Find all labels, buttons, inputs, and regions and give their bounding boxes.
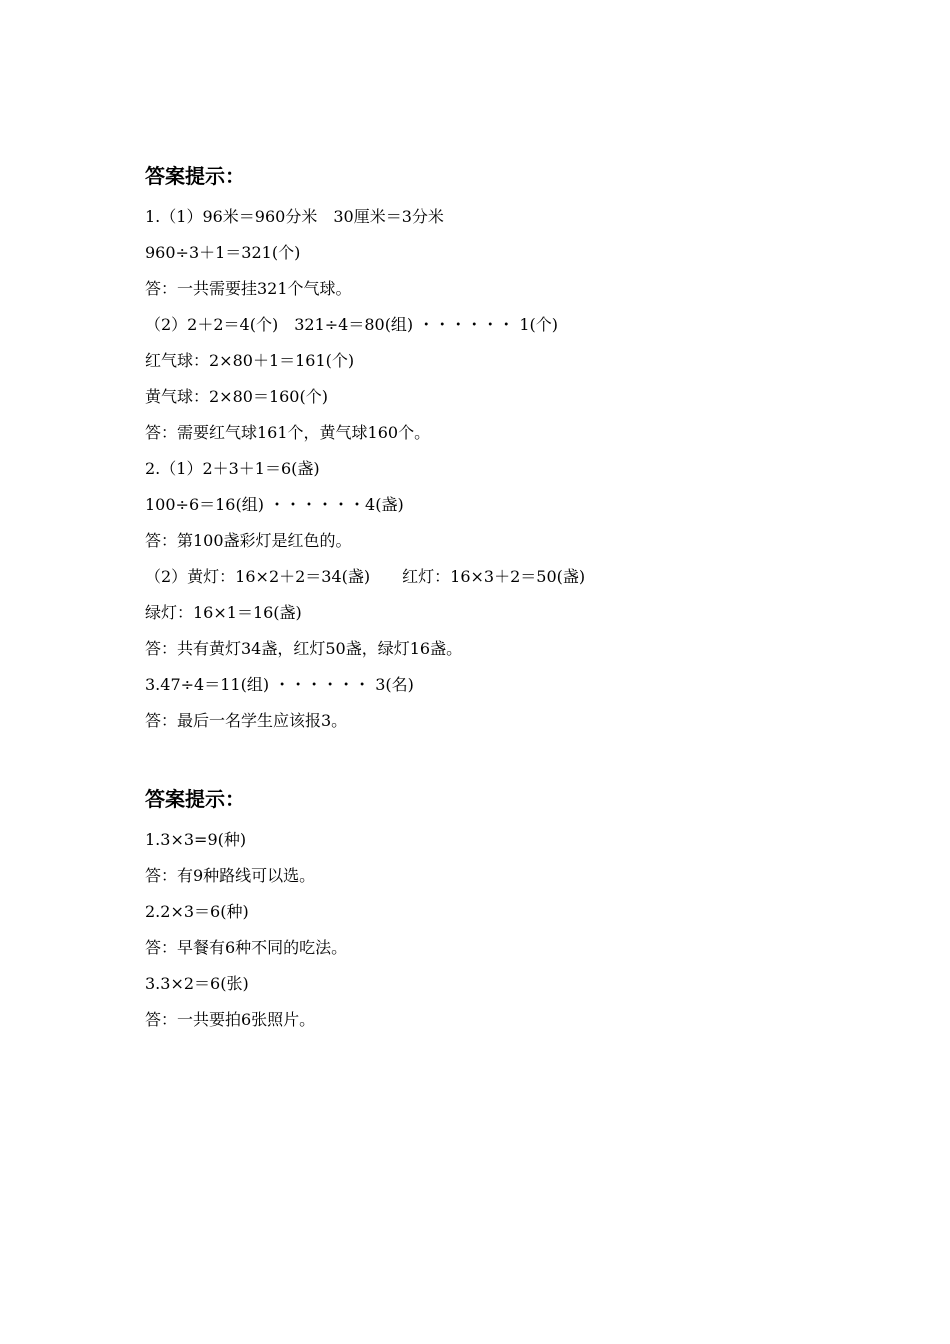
section-heading: 答案提示： [145,164,245,188]
answer-line: 3.3×2＝6(张) [145,974,249,993]
answer-line: 答：需要红气球161个，黄气球160个。 [145,423,431,442]
answer-line: 答：第100盏彩灯是红色的。 [145,531,352,550]
answer-line: 答：共有黄灯34盏，红灯50盏，绿灯16盏。 [145,639,463,658]
section-heading: 答案提示： [145,787,245,811]
answer-line: 答：最后一名学生应该报3。 [145,711,348,730]
answer-line: （2）2＋2＝4(个) 321÷4＝80(组) ・・・・・・ 1(个) [145,315,559,334]
answer-line: 2.2×3＝6(种) [145,902,249,921]
answer-line: 1.（1）96米＝960分米 30厘米＝3分米 [145,207,444,226]
answer-section-1 [145,163,865,739]
answer-line: 960÷3＋1＝321(个) [145,243,301,262]
answer-line: 2.（1）2＋3＋1＝6(盏) [145,459,320,478]
answer-section-2 [145,786,865,1038]
answer-line: 3.47÷4＝11(组) ・・・・・・ 3(名) [145,675,414,694]
answer-line: 答：早餐有6种不同的吃法。 [145,938,348,957]
answer-line: 答：一共要拍6张照片。 [145,1010,316,1029]
answer-line: 绿灯：16×1＝16(盏) [145,603,302,622]
answer-line: （2）黄灯：16×2＋2＝34(盏) 红灯：16×3＋2＝50(盏) [145,567,586,586]
answer-line: 红气球：2×80＋1＝161(个) [145,351,355,370]
answer-line: 100÷6＝16(组) ・・・・・・4(盏) [145,495,404,514]
answer-line: 黄气球：2×80＝160(个) [145,387,328,406]
answer-line: 1.3×3=9(种) [145,830,247,849]
answer-line: 答：一共需要挂321个气球。 [145,279,352,298]
answer-line: 答：有9种路线可以选。 [145,866,316,885]
